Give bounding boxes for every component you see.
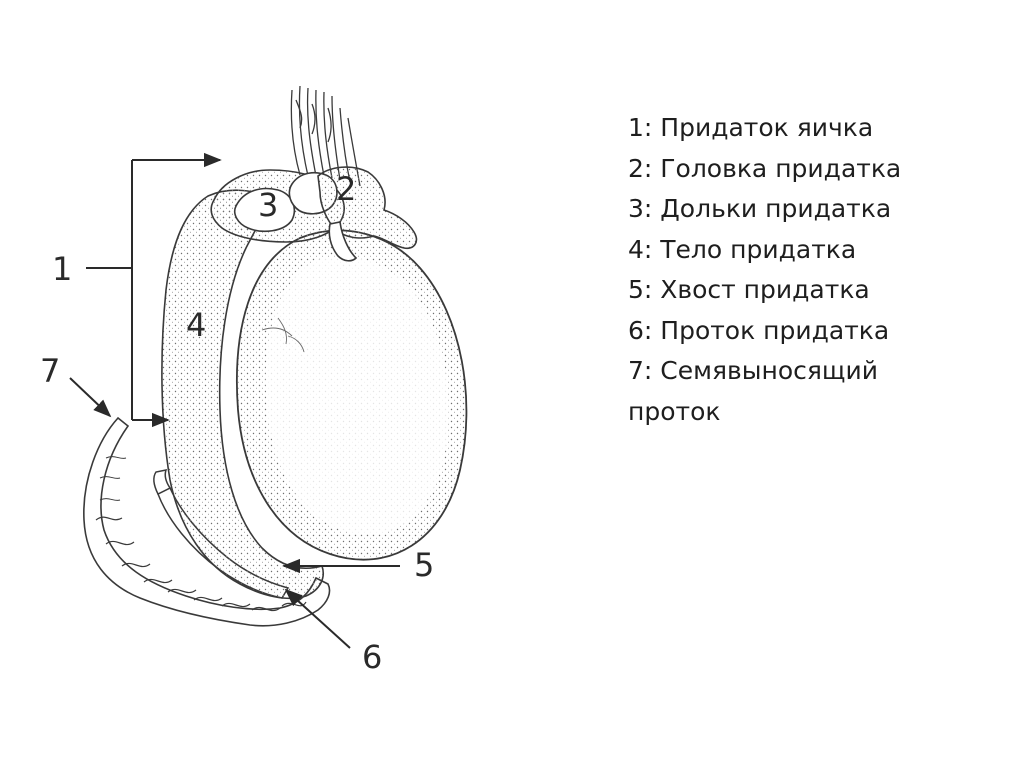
- label-1: 1: [52, 250, 73, 288]
- label-7: 7: [40, 352, 61, 390]
- label-6: 6: [362, 638, 383, 676]
- label-4: 4: [186, 306, 207, 344]
- legend-item-4: 4: Тело придатка: [628, 234, 857, 264]
- label-2: 2: [336, 170, 357, 208]
- legend: [628, 108, 958, 432]
- label-5: 5: [414, 546, 435, 584]
- legend-item-2: 2: Головка придатка: [628, 153, 902, 183]
- legend-item-7: 7: Семявыносящий проток: [628, 356, 878, 426]
- legend-item-3: 3: Дольки придатка: [628, 194, 892, 223]
- legend-item-6: 6: Проток придатка: [628, 315, 890, 345]
- label-3: 3: [258, 186, 279, 224]
- legend-item-5: 5: Хвост придатка: [628, 275, 870, 304]
- legend-item-1: 1: Придаток яичка: [628, 113, 874, 142]
- pointer-7: [70, 378, 110, 416]
